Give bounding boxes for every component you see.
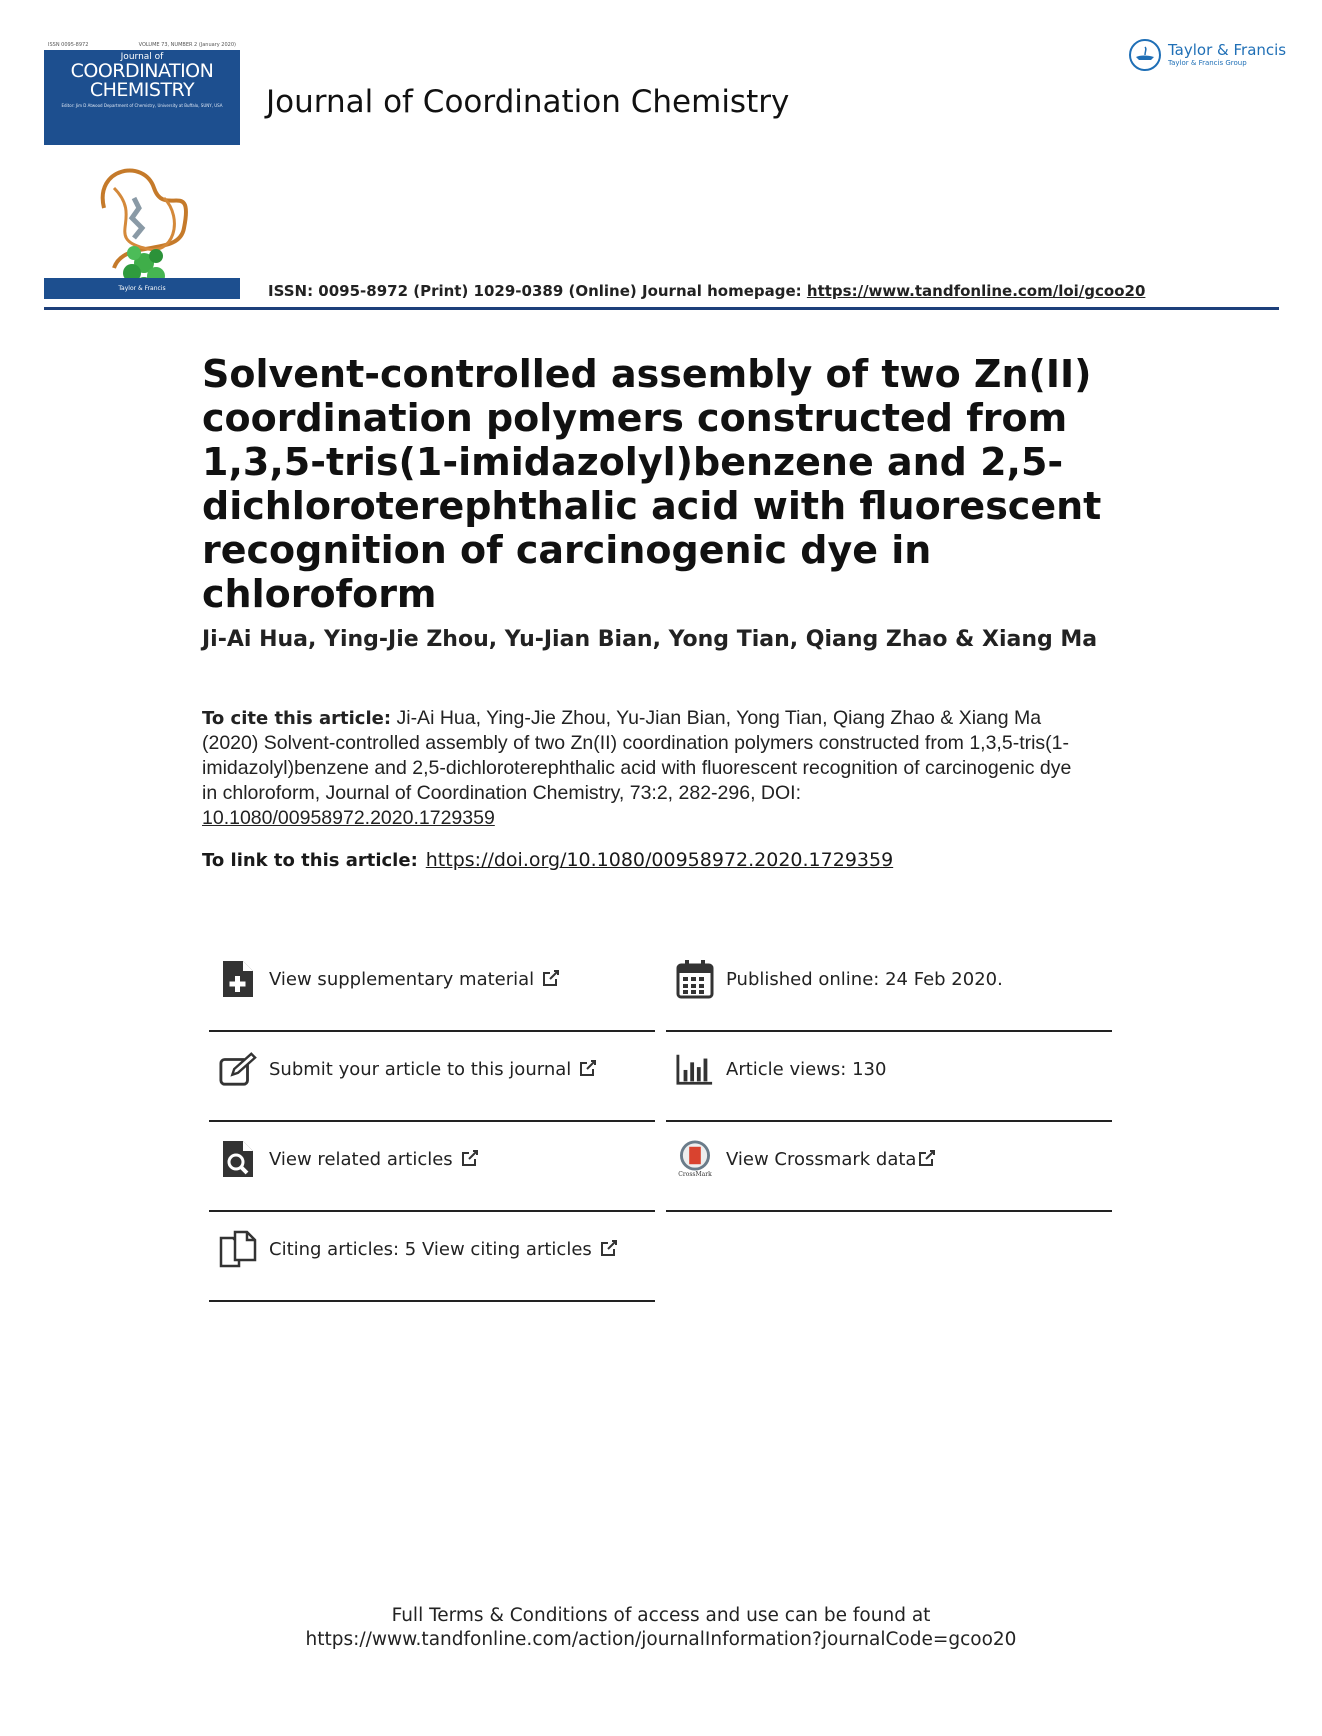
- cover-journal-main-2: CHEMISTRY: [89, 79, 195, 101]
- citing-item[interactable]: [209, 1214, 655, 1302]
- crossmark-icon: [678, 1140, 712, 1171]
- authors: Ji-Ai Hua, Ying-Jie Zhou, Yu-Jian Bian, Yong Tian, Qiang Zhao & Xiang Ma: [202, 627, 1098, 652]
- crossmark-logo: [676, 1140, 714, 1178]
- citation-block: [202, 706, 1082, 831]
- supplementary-label: View supplementary material: [269, 968, 535, 990]
- journal-title: Journal of Coordination Chemistry: [266, 84, 790, 120]
- divider: [209, 1030, 655, 1032]
- cover-publisher: Taylor & Francis: [118, 285, 166, 292]
- file-plus-icon: [219, 960, 257, 998]
- cover-issn: ISSN 0095-8972: [48, 42, 89, 48]
- crossmark-label: View Crossmark data: [726, 1148, 917, 1170]
- journal-homepage-link[interactable]: https://www.tandfonline.com/loi/gcoo20: [806, 282, 1146, 300]
- divider: [666, 1210, 1112, 1212]
- external-link-icon: [542, 969, 560, 987]
- external-link-icon: [461, 1149, 479, 1167]
- published-label: Published online: 24 Feb 2020.: [726, 968, 1003, 990]
- footer-url[interactable]: https://www.tandfonline.com/action/journalInformation?journalCode=gcoo20: [305, 1629, 1017, 1650]
- title-line: recognition of carcinogenic dye in chloroform: [202, 528, 932, 616]
- title-line: 1,3,5-tris(1-imidazolyl)benzene and 2,5-: [202, 440, 1064, 484]
- crossmark-caption: CrossMark: [678, 1171, 712, 1178]
- external-link-icon: [918, 1149, 936, 1167]
- cover-volume: VOLUME 73, NUMBER 2 (January 2020): [138, 42, 236, 48]
- divider: [666, 1120, 1112, 1122]
- submit-item[interactable]: [209, 1034, 655, 1122]
- publisher-logo: [1128, 38, 1286, 72]
- footer: [0, 1604, 1322, 1652]
- header-rule: [44, 307, 1279, 310]
- title-line: Solvent-controlled assembly of two Zn(II): [202, 352, 1092, 396]
- article-title: [202, 352, 1102, 616]
- divider: [209, 1210, 655, 1212]
- cite-doi-link[interactable]: 10.1080/00958972.2020.1729359: [202, 807, 495, 829]
- divider: [209, 1120, 655, 1122]
- citing-label: Citing articles: 5 View citing articles: [269, 1238, 592, 1260]
- cite-label: To cite this article:: [202, 708, 392, 729]
- cite-text: Ji-Ai Hua, Ying-Jie Zhou, Yu-Jian Bian, Yong Tian, Qiang Zhao & Xiang Ma (2020) Solvent-controlled assembly of two Zn(II) coordination polymers constructed from 1,3,5-tris(1-imidazolyl)benzene and 2,5-dichloroterephthalic acid with fluorescent recognition of carcinogenic dye in chloroform, Journal of Coordination Chemistry, 73:2, 282-296, DOI:: [202, 707, 1072, 804]
- cover-editor: Editor: Jim D Atwood Department of Chemistry, University at Buffalo, SUNY, USA: [61, 103, 223, 108]
- published-item: [666, 944, 1112, 1032]
- bar-chart-icon: [676, 1050, 714, 1088]
- related-item[interactable]: [209, 1124, 655, 1212]
- views-item: [666, 1034, 1112, 1122]
- supplementary-item[interactable]: [209, 944, 655, 1032]
- footer-terms: Full Terms & Conditions of access and use can be found at: [391, 1605, 931, 1626]
- publisher-group: Taylor & Francis Group: [1168, 58, 1247, 67]
- submit-label: Submit your article to this journal: [269, 1058, 572, 1080]
- external-link-icon: [579, 1059, 597, 1077]
- external-link-icon: [600, 1239, 618, 1257]
- publisher-name: Taylor & Francis: [1168, 41, 1287, 60]
- crossmark-item[interactable]: [666, 1124, 1112, 1212]
- title-line: dichloroterephthalic acid with fluorescent: [202, 484, 1102, 528]
- cover-title-band: [44, 50, 240, 145]
- article-link-line: [202, 849, 893, 871]
- title-line: coordination polymers constructed from: [202, 396, 1068, 440]
- file-search-icon: [219, 1140, 257, 1178]
- issn-line: [268, 282, 1145, 300]
- edit-icon: [219, 1050, 257, 1088]
- cover-journal-main-1: COORDINATION: [70, 60, 214, 82]
- journal-cover: [44, 40, 240, 300]
- copy-documents-icon: [219, 1230, 257, 1268]
- issn-text: ISSN: 0095-8972 (Print) 1029-0389 (Online) Journal homepage:: [268, 282, 807, 300]
- views-label: Article views: 130: [726, 1058, 887, 1080]
- link-label: To link to this article:: [202, 850, 418, 871]
- cover-journal-of: Journal of: [120, 52, 164, 62]
- related-label: View related articles: [269, 1148, 453, 1170]
- article-doi-link[interactable]: https://doi.org/10.1080/00958972.2020.1729359: [425, 849, 894, 871]
- divider: [209, 1300, 655, 1302]
- taylor-francis-lamp-icon: [1128, 38, 1162, 72]
- cover-meta: [44, 40, 240, 50]
- divider: [666, 1030, 1112, 1032]
- cover-publisher-band: [44, 278, 240, 299]
- calendar-icon: [676, 960, 714, 998]
